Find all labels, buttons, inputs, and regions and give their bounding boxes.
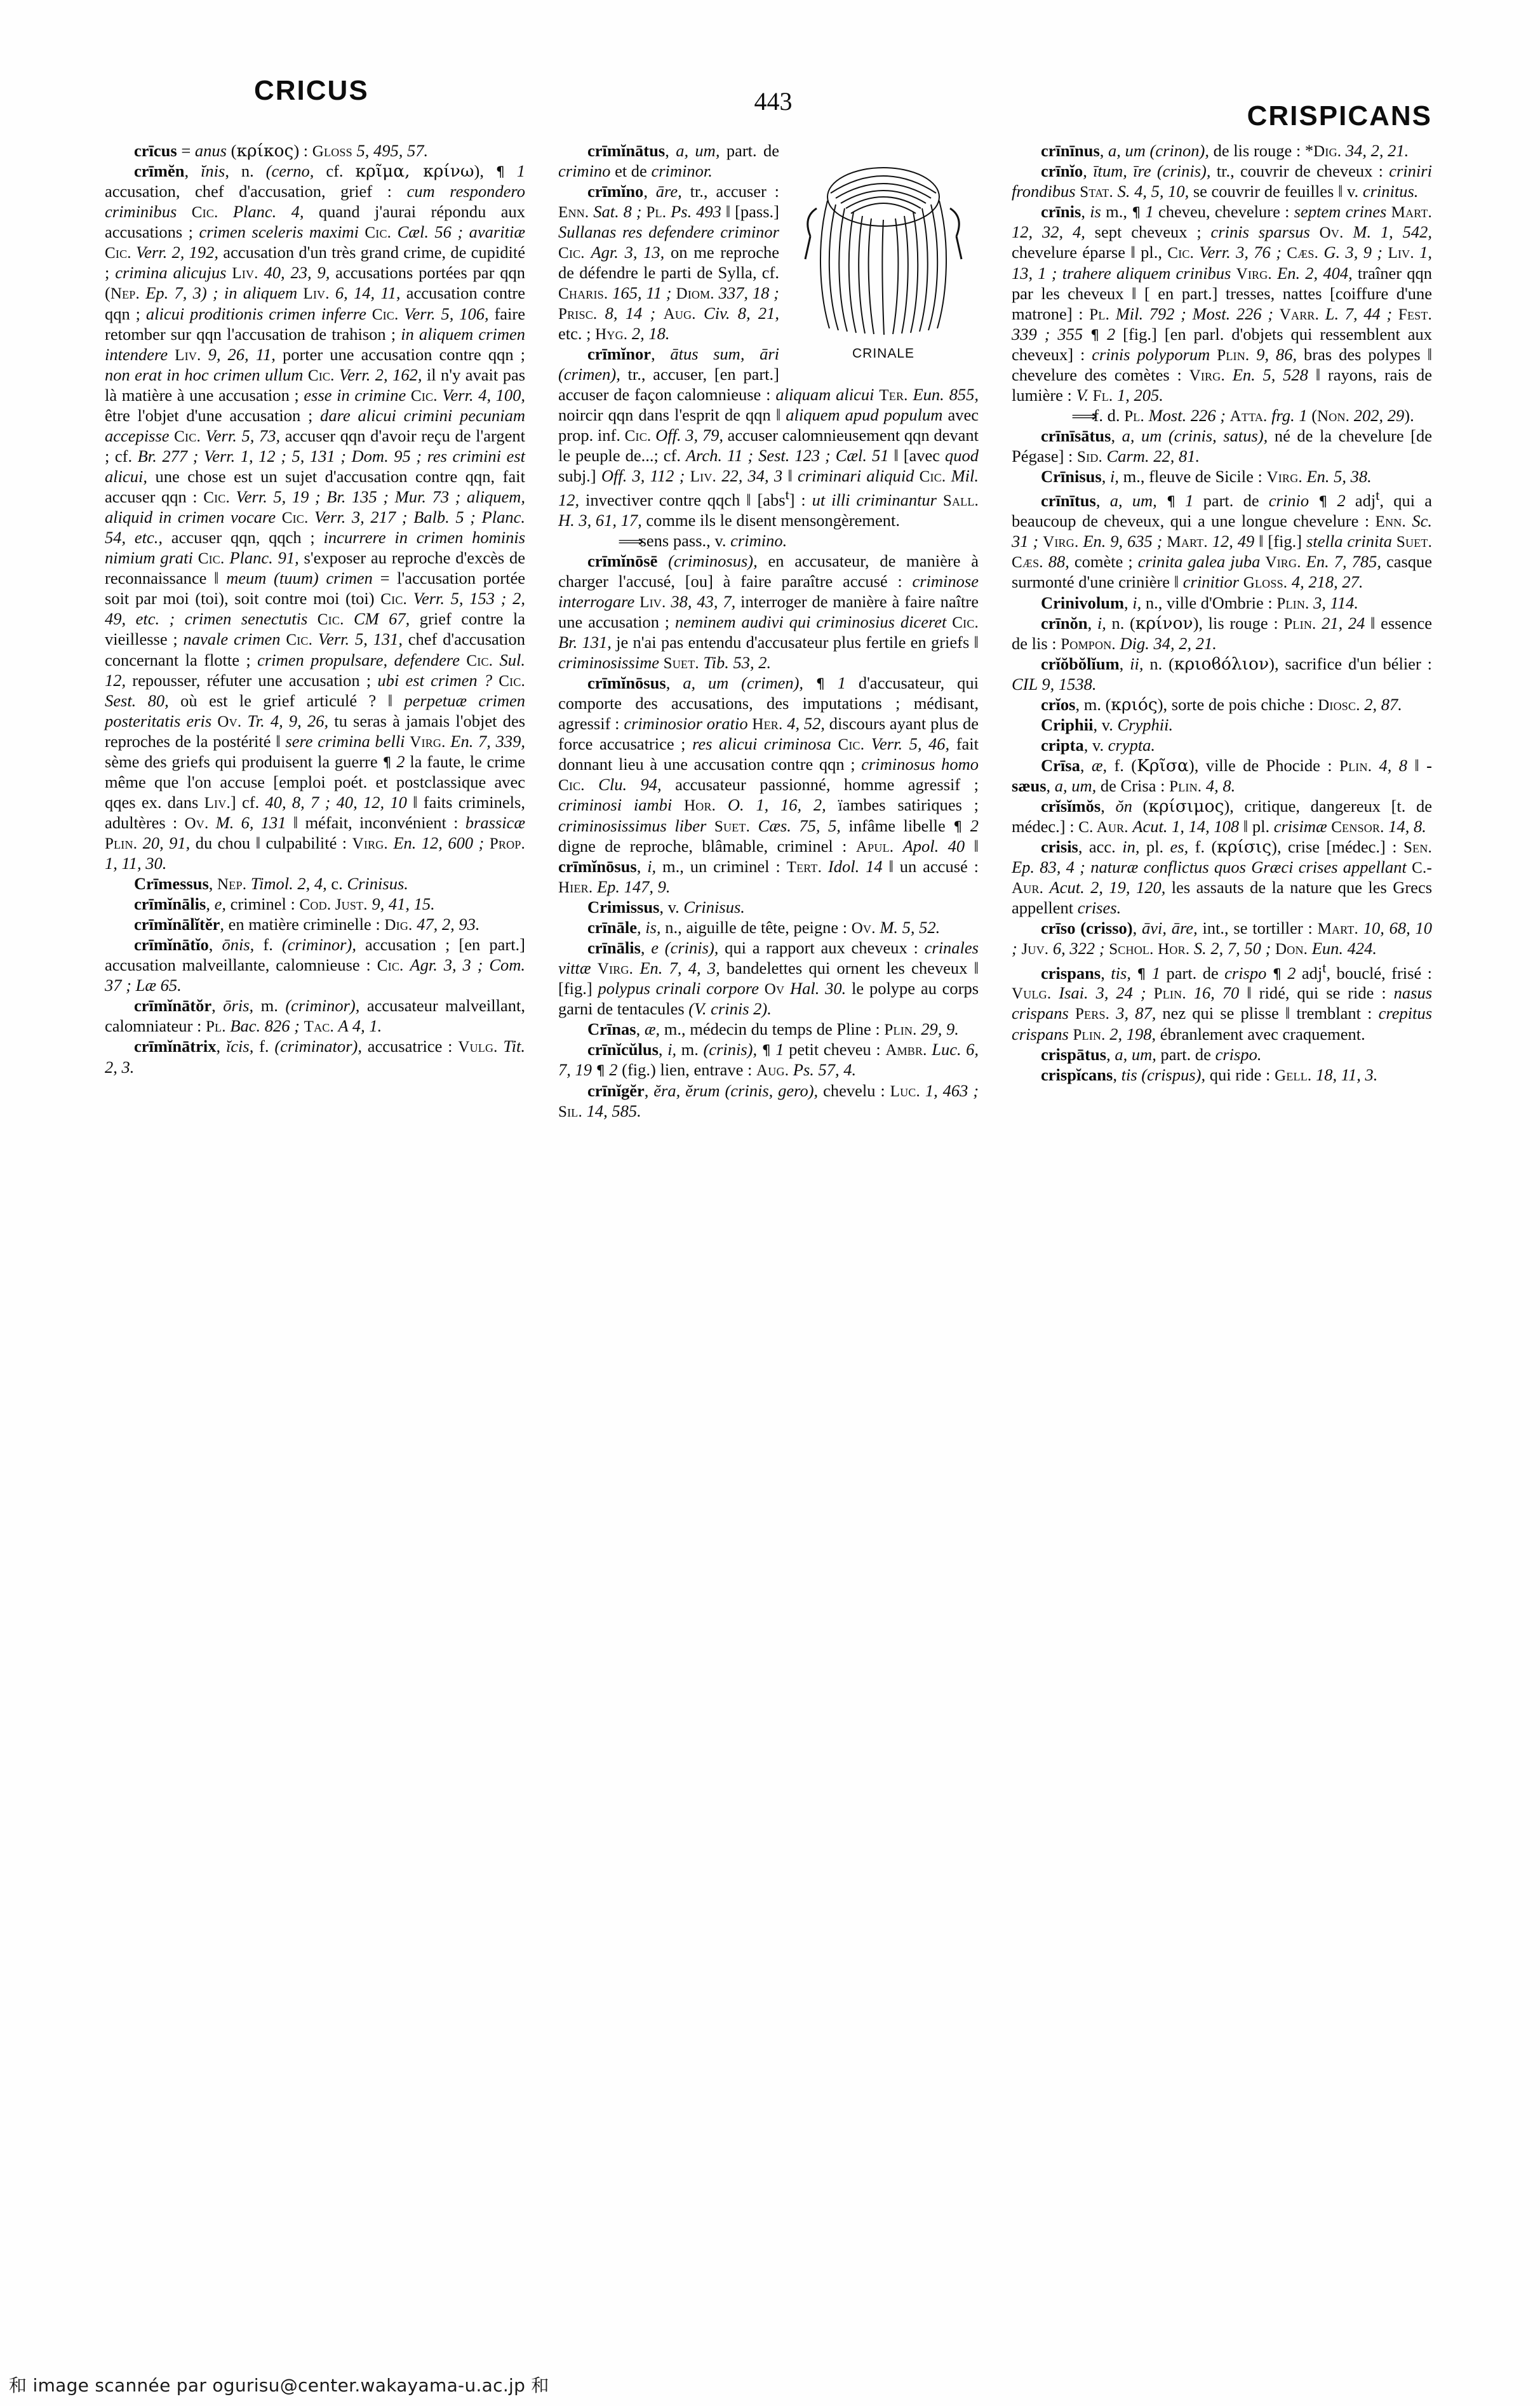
dictionary-entry: crispĭcans, tis (crispus), qui ride : Gell. 18, 11, 3.	[1041, 1065, 1378, 1084]
dictionary-entry: crīnĭcŭlus, i, m. (crinis), ¶ 1 petit cheveu : Ambr. Luc. 6, 7, 19 ¶ 2 (fig.) lien, entrave : Aug. Ps. 57, 4.	[558, 1040, 979, 1080]
dictionary-entry: crīmĭnātŏr, ōris, m. (criminor), accusateur malveillant, calomniateur : Pl. Bac. 826 ; Tac. A 4, 1.	[105, 996, 525, 1036]
dictionary-entry: crīmĭno, āre, tr., accuser : Enn. Sat. 8 ; Pl. Ps. 493 ‖ [pass.] Sullanas res defendere criminor Cic. Agr. 3, 13, on me reproche de défendre le parti de Sylla, cf. Charis. 165, 11 ; Diom. 337, 18 ; Prisc. 8, 14 ; Aug. Civ. 8, 21, etc. ; Hyg. 2, 18.	[558, 181, 780, 344]
dictionary-entry: crīmĭnātĭo, ōnis, f. (criminor), accusation ; [en part.] accusation malveillante, calomnieuse : Cic. Agr. 3, 3 ; Com. 37 ; Læ 65.	[105, 935, 526, 995]
dictionary-entry: crīnāle, is, n., aiguille de tête, peigne : Ov. M. 5, 52.	[587, 917, 941, 937]
dictionary-entry: crīmĭnālis, e, criminel : Cod. Just. 9, 41, 15.	[134, 894, 435, 914]
running-head-right: CRISPICANS	[1247, 100, 1432, 131]
column-3	[1012, 141, 1432, 2320]
dictionary-entry: crīnīsātus, a, um (crinis, satus), né de la chevelure [de Pégase] : Sid. Carm. 22, 81.	[1012, 426, 1433, 466]
dictionary-entry: Crīnas, æ, m., médecin du temps de Pline : Plin. 29, 9.	[587, 1019, 959, 1039]
column-2	[558, 141, 979, 2320]
dictionary-entry: crispātus, a, um, part. de crispo.	[1041, 1044, 1262, 1064]
figure-caption: CRINALE	[852, 346, 915, 361]
dictionary-entry: crīnĭgĕr, ĕra, ĕrum (crinis, gero), chevelu : Luc. 1, 463 ; Sil. 14, 585.	[558, 1080, 979, 1120]
dictionary-entry: crīnŏn, i, n. (κρίνον), lis rouge : Plin. 21, 24 ‖ essence de lis : Pompon. Dig. 34, 2, 21.	[1012, 613, 1433, 653]
dictionary-entry: crĭsĭmŏs, ŏn (κρίσιμος), critique, dangereux [t. de médec.] : C. Aur. Acut. 1, 14, 108 ‖ pl. crisimæ Censor. 14, 8.	[1012, 796, 1433, 836]
dictionary-entry: Criphii, v. Cryphii.	[1041, 715, 1174, 734]
scan-credit: 和 image scannée par ogurisu@center.wakayama-u.ac.jp 和	[9, 2375, 549, 2396]
columns-container	[105, 141, 1438, 2320]
dictionary-entry: crĭos, m. (κριός), sorte de pois chiche : Diosc. 2, 87.	[1041, 694, 1402, 715]
dictionary-entry: crīnītus, a, um, ¶ 1 part. de crinio ¶ 2 adj$^t$, qui a beaucoup de cheveux, qui a une longue chevelure : Enn. Sc. 31 ; Virg. En. 9, 635 ; Mart. 12, 49 ‖ [fig.] stella crinita Suet. Cæs. 88, comète ; crinita galea juba Virg. En. 7, 785, casque surmonté d'une crinière ‖ crinitior Gloss. 4, 218, 27.	[1012, 487, 1433, 592]
dictionary-entry: crīnĭo, ītum, īre (crinis), tr., couvrir de cheveux : criniri frondibus Stat. S. 4, 5, 10, se couvrir de feuilles ‖ v. crinitus.	[1012, 161, 1432, 201]
dictionary-entry: crisis, acc. in, pl. es, f. (κρίσις), crise [médec.] : Sen. Ep. 83, 4 ; naturæ conflictus quos Græci crises appellant C.-Aur. Acut. 2, 19, 120, les assauts de la nature que les Grecs appellent crises.	[1012, 837, 1433, 918]
dictionary-entry: Crīnisus, i, m., fleuve de Sicile : Virg. En. 5, 38.	[1041, 467, 1372, 487]
running-head-left: CRICUS	[254, 75, 369, 106]
dictionary-entry: ⟹ sens pass., v. crimino.	[618, 531, 787, 551]
dictionary-entry: crīnālis, e (crinis), qui a rapport aux cheveux : crinales vittæ Virg. En. 7, 4, 3, bandelettes qui ornent les cheveux ‖ [fig.] polypus crinali corpore Ov Hal. 30. le polype au corps garni de tentacules (V. crinis 2).	[558, 938, 979, 1019]
dictionary-entry: crīnis, is m., ¶ 1 cheveu, chevelure : septem crines Mart. 12, 32, 4, sept cheveux ; crinis sparsus Ov. M. 1, 542, chevelure éparse ‖ pl., Cic. Verr. 3, 76 ; Cæs. G. 3, 9 ; Liv. 1, 13, 1 ; trahere aliquem crinibus Virg. En. 2, 404, traîner qqn par les cheveux ‖ [ en part.] tresses, nattes [coiffure d'une matrone] : Pl. Mil. 792 ; Most. 226 ; Varr. L. 7, 44 ; Fest. 339 ; 355 ¶ 2 [fig.] [en parl. d'objets qui ressemblent aux cheveux] : crinis polyporum Plin. 9, 86, bras des polypes ‖ chevelure des comètes : Virg. En. 5, 528 ‖ rayons, rais de lumière : V. Fl. 1, 205.	[1012, 202, 1433, 405]
dictionary-entry: Crīsa, æ, f. (Κρῖσα), ville de Phocide : Plin. 4, 8 ‖ -sæus, a, um, de Crisa : Plin. 4, 8.	[1012, 755, 1432, 795]
dictionary-entry: crīcus = anus (κρίκος) : Gloss 5, 495, 57.	[134, 141, 429, 161]
dictionary-entry: Crimissus, v. Crinisus.	[587, 897, 745, 917]
dictionary-entry: Crīmessus, Nep. Timol. 2, 4, c. Crinisus.	[134, 874, 408, 894]
dictionary-entry: cripta, v. crypta.	[1041, 735, 1156, 755]
dictionary-entry: crīmĕn, ĭnis, n. (cerno, cf. κρῖμα, κρίνω), ¶ 1 accusation, chef d'accusation, grief : cum respondero criminibus Cic. Planc. 4, quand j'aurai répondu aux accusations ; crimen sceleris maximi Cic. Cæl. 56 ; avaritiæ Cic. Verr. 2, 192, accusation d'un très grand crime, de cupidité ; crimina alicujus Liv. 40, 23, 9, accusations portées par qqn (Nep. Ep. 7, 3) ; in aliquem Liv. 6, 14, 11, accusation contre qqn ; alicui proditionis crimen inferre Cic. Verr. 5, 106, faire retomber sur qqn l'accusation de trahison ; in aliquem crimen intendere Liv. 9, 26, 11, porter une accusation contre qqn ; non erat in hoc crimen ullum Cic. Verr. 2, 162, il n'y avait pas là matière à une accusation ; esse in crimine Cic. Verr. 4, 100, être l'objet d'une accusation ; dare alicui crimini pecuniam accepisse Cic. Verr. 5, 73, accuser qqn d'avoir reçu de l'argent ; cf. Br. 277 ; Verr. 1, 12 ; 5, 131 ; Dom. 95 ; res crimini est alicui, une chose est un sujet d'accusation contre qqn, fait accuser qqn : Cic. Verr. 5, 19 ; Br. 135 ; Mur. 73 ; aliquem, aliquid in crimen vocare Cic. Verr. 3, 217 ; Balb. 5 ; Planc. 54, etc., accuser qqn, qqch ; incurrere in crimen hominis nimium grati Cic. Planc. 91, s'exposer au reproche d'excès de reconnaissance ‖ meum (tuum) crimen = l'accusation portée soit par moi (toi), soit contre moi (toi) Cic. Verr. 5, 153 ; 2, 49, etc. ; crimen senectutis Cic. CM 67, grief contre la vieillesse ; navale crimen Cic. Verr. 5, 131, chef d'accusation concernant la flotte ; crimen propulsare, defendere Cic. Sul. 12, repousser, réfuter une accusation ; ubi est crimen ? Cic. Sest. 80, où est le grief articulé ? ‖ perpetuæ crimen posteritatis eris Ov. Tr. 4, 9, 26, tu seras à jamais l'objet des reproches de la postérité ‖ sere crimina belli Virg. En. 7, 339, sème des griefs qui produisent la guerre ¶ 2 la faute, le crime même que l'on accuse [emploi poét. et postclassique avec qqes ex. dans Liv.] cf. 40, 8, 7 ; 40, 12, 10 ‖ faits criminels, adultères : Ov. M. 6, 131 ‖ méfait, inconvénient : brassicæ Plin. 20, 91, du chou ‖ culpabilité : Virg. En. 12, 600 ; Prop. 1, 11, 30.	[105, 161, 526, 873]
dictionary-entry: crīmĭnōsus, a, um (crimen), ¶ 1 d'accusateur, qui comporte des accusations, des imputations ; médisant, agressif : criminosior oratio Her. 4, 52, discours ayant plus de force accusatrice ; res alicui criminosa Cic. Verr. 5, 46, fait donnant lieu à une accusation contre qqn ; criminosus homo Cic. Clu. 94, accusateur passionné, homme agressif ; criminosi iambi Hor. O. 1, 16, 2, ïambes satiriques ; criminosissimus liber Suet. Cæs. 75, 5, infâme libelle ¶ 2 digne de reproche, blâmable, criminel : Apul. Apol. 40 ‖ crīmĭnōsus, i, m., un criminel : Tert. Idol. 14 ‖ un accusé : Hier. Ep. 147, 9.	[558, 673, 979, 896]
dictionary-entry: crispans, tis, ¶ 1 part. de crispo ¶ 2 adj$^t$, bouclé, frisé : Vulg. Isai. 3, 24 ; Plin. 16, 70 ‖ ridé, qui se ride : nasus crispans Pers. 3, 87, nez qui se plisse ‖ tremblant : crepitus crispans Plin. 2, 198, ébranlement avec craquement.	[1012, 959, 1433, 1044]
dictionary-entry: crīmĭnor, ātus sum, āri (crimen), tr., accuser, [en part.] accuser de façon calomnieuse : aliquam alicui Ter. Eun. 855, noircir qqn dans l'esprit de qqn ‖ aliquem apud populum avec prop. inf. Cic. Off. 3, 79, accuser calomnieusement qqn devant le peuple de...; cf. Arch. 11 ; Sest. 123 ; Cæl. 51 ‖ [avec quod subj.] Off. 3, 112 ; Liv. 22, 34, 3 ‖ criminari aliquid Cic. Mil. 12, invectiver contre qqch ‖ [abs$^t$] : ut illi criminantur Sall. H. 3, 61, 17, comme ils le disent mensongèrement.	[558, 344, 979, 530]
page-header	[108, 75, 1438, 131]
dictionary-entry: crīnīnus, a, um (crinon), de lis rouge : *Dig. 34, 2, 21.	[1041, 141, 1409, 160]
crinale-illustration	[791, 147, 975, 338]
dictionary-entry: crĭŏbŏlĭum, ii, n. (κριοϐόλιον), sacrifice d'un bélier : CIL 9, 1538.	[1012, 654, 1433, 694]
page-number: 443	[754, 87, 793, 116]
dictionary-entry: ⟹ f. d. Pl. Most. 226 ; Atta. frg. 1 (Non. 202, 29).	[1071, 406, 1414, 426]
dictionary-entry: crīmĭnātrix, ĭcis, f. (criminator), accusatrice : Vulg. Tit. 2, 3.	[105, 1037, 526, 1077]
dictionary-entry: crīmĭnālĭtĕr, en matière criminelle : Dig. 47, 2, 93.	[134, 915, 480, 934]
dictionary-entry: crīso (crisso), āvi, āre, int., se tortiller : Mart. 10, 68, 10 ; Juv. 6, 322 ; Schol. Hor. S. 2, 7, 50 ; Don. Eun. 424.	[1012, 918, 1432, 958]
dictionary-entry: Crinivolum, i, n., ville d'Ombrie : Plin. 3, 114.	[1041, 593, 1359, 612]
dictionary-entry: crīmĭnātus, a, um, part. de crimino et de criminor.	[558, 141, 780, 180]
crinale-figure	[788, 147, 979, 361]
column-1	[105, 141, 525, 2320]
dictionary-entry: crīmĭnōsē (criminosus), en accusateur, de manière à charger l'accusé, [ou] à faire paraître accusé : criminose interrogare Liv. 38, 43, 7, interroger de manière à faire naître une accusation ; neminem audivi qui criminosius diceret Cic. Br. 131, je n'ai pas entendu d'accusateur plus fertile en griefs ‖ criminosissime Suet. Tib. 53, 2.	[558, 551, 979, 673]
